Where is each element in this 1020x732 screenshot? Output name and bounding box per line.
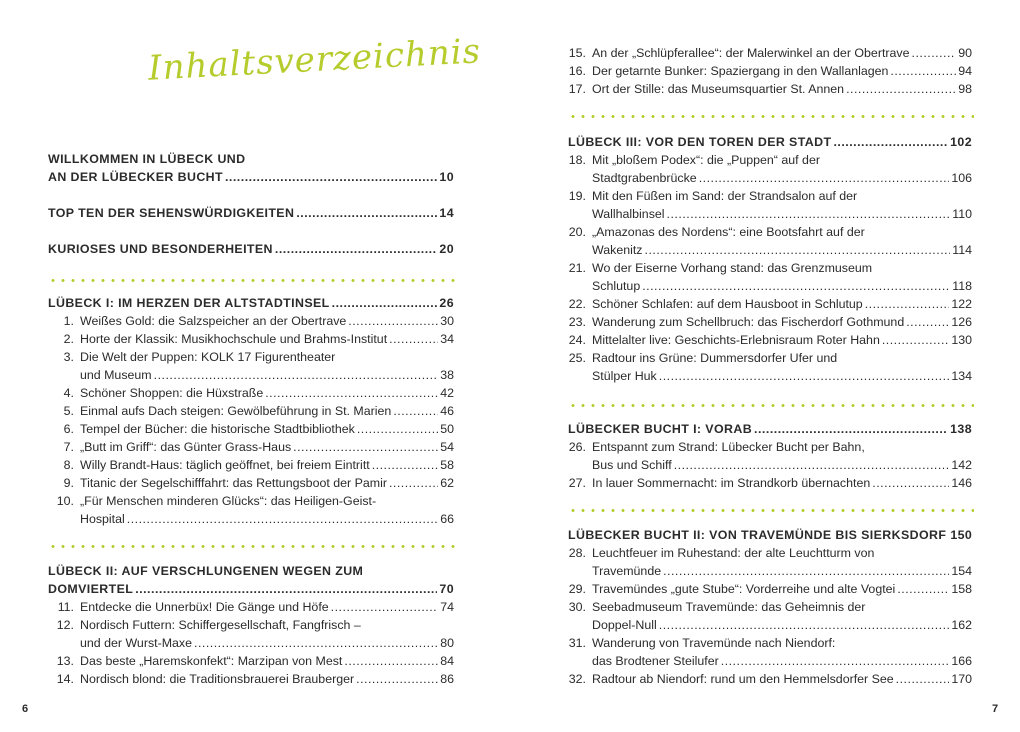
toc-item-8[interactable]: 8. Willy Brandt-Haus: täglich geöffnet, bei freiem Eintritt ..... 58 [48,456,454,474]
toc-item-32[interactable]: 32. Radtour ab Niendorf: rund um den Hemmelsdorfer See ..... 170 [560,670,972,688]
toc-item-26[interactable]: Bus und Schiff ..... 142 [560,456,972,474]
toc-item-27[interactable]: 27. In lauer Sommernacht: im Strandkorb übernachten ..... 146 [560,474,972,492]
toc-item-14[interactable]: 14. Nordisch blond: die Traditionsbrauerei Brauberger ..... 86 [48,670,454,688]
toc-item-21-line1: 21. Wo der Eiserne Vorhang stand: das Grenzmuseum [568,261,873,275]
toc-title: Inhaltsverzeichnis [147,31,482,89]
page-number: 20 [439,242,454,256]
section-divider [568,404,974,407]
toc-item-18[interactable]: Stadtgrabenbrücke ..... 106 [560,169,972,187]
toc-intro-1-line1: WILLKOMMEN IN LÜBECK UND [48,152,246,166]
toc-item-11[interactable]: 11. Entdecke die Unnerbüx! Die Gänge und Höfe ..... 74 [48,598,454,616]
right-page [510,0,1020,732]
toc-item-25-line1: 25. Radtour ins Grüne: Dummersdorfer Ufer und [568,351,838,365]
section-divider [48,279,458,282]
toc-item-26-line1: 26. Entspannt zum Strand: Lübecker Bucht per Bahn, [568,440,865,454]
toc-item-30[interactable]: Doppel-Null ..... 162 [560,616,972,634]
toc-item-30-line1: 30. Seebadmuseum Travemünde: das Geheimnis der [568,600,866,614]
toc-item-19[interactable]: Wallhalbinsel ..... 110 [560,205,972,223]
toc-item-7[interactable]: 7. „Butt im Griff“: das Günter Grass-Haus ..... 54 [48,438,454,456]
toc-item-28-line1: 28. Leuchtfeuer im Ruhestand: der alte Leuchtturm von [568,546,875,560]
section-divider [568,115,974,118]
toc-item-3-line1: 3. Die Welt der Puppen: KOLK 17 Figurentheater [63,350,336,364]
toc-section-luebeck-1[interactable]: LÜBECK I: IM HERZEN DER ALTSTADTINSEL ..... 26 [48,294,454,312]
section-divider [48,545,458,548]
toc-item-31-line1: 31. Wanderung von Travemünde nach Niendorf: [568,636,836,650]
toc-item-12-line1: 12. Nordisch Futtern: Schiffergesellschaft, Fangfrisch – [56,618,361,632]
toc-item-25[interactable]: Stülper Huk ..... 134 [560,367,972,385]
toc-intro-2[interactable]: TOP TEN DER SEHENSWÜRDIGKEITEN ..... 14 [48,204,454,222]
page-number: 14 [439,206,454,220]
toc-item-17[interactable]: 17. Ort der Stille: das Museumsquartier St. Annen ..... 98 [560,80,972,98]
toc-item-21[interactable]: Schlutup ..... 118 [560,277,972,295]
toc-item-22[interactable]: 22. Schöner Schlafen: auf dem Hausboot in Schlutup ..... 122 [560,295,972,313]
toc-item-20-line1: 20. „Amazonas des Nordens“: eine Bootsfahrt auf der [568,225,865,239]
toc-item-2[interactable]: 2. Horte der Klassik: Musikhochschule und Brahms-Institut ..... 34 [48,330,454,348]
page-number: 10 [439,170,454,184]
toc-item-10[interactable]: Hospital ..... 66 [48,510,454,528]
toc-intro-3[interactable]: KURIOSES UND BESONDERHEITEN ..... 20 [48,240,454,258]
toc-item-1[interactable]: 1. Weißes Gold: die Salzspeicher an der Obertrave ..... 30 [48,312,454,330]
toc-section-luebeck-2-line1: LÜBECK II: AUF VERSCHLUNGENEN WEGEN ZUM [48,564,364,578]
toc-item-6[interactable]: 6. Tempel der Bücher: die historische Stadtbibliothek ..... 50 [48,420,454,438]
toc-item-23[interactable]: 23. Wanderung zum Schellbruch: das Fischerdorf Gothmund ..... 126 [560,313,972,331]
toc-item-16[interactable]: 16. Der getarnte Bunker: Spaziergang in den Wallanlagen ..... 94 [560,62,972,80]
toc-item-18-line1: 18. Mit „bloßem Podex“: die „Puppen“ auf der [568,153,820,167]
toc-item-13[interactable]: 13. Das beste „Haremskonfekt“: Marzipan von Mest ..... 84 [48,652,454,670]
page-number: 26 [439,296,454,310]
toc-item-29[interactable]: 29. Travemündes „gute Stube“: Vorderreihe und alte Vogtei ..... 158 [560,580,972,598]
toc-item-9[interactable]: 9. Titanic der Segelschifffahrt: das Rettungsboot der Pamir ..... 62 [48,474,454,492]
toc-section-bucht-2[interactable]: LÜBECKER BUCHT II: VON TRAVEMÜNDE BIS SIERKSDORF 150 [568,528,973,542]
toc-item-19-line1: 19. Mit den Füßen im Sand: der Strandsalon auf der [568,189,858,203]
toc-item-5[interactable]: 5. Einmal aufs Dach steigen: Gewölbeführung in St. Marien ..... 46 [48,402,454,420]
section-divider [568,509,974,512]
toc-item-15[interactable]: 15. An der „Schlüpferallee“: der Malerwinkel an der Obertrave ..... 90 [560,44,972,62]
toc-section-bucht-1[interactable]: LÜBECKER BUCHT I: VORAB ..... 138 [568,420,972,438]
toc-item-12[interactable]: und der Wurst-Maxe ..... 80 [48,634,454,652]
toc-item-4[interactable]: 4. Schöner Shoppen: die Hüxstraße ..... 42 [48,384,454,402]
toc-section-luebeck-3[interactable]: LÜBECK III: VOR DEN TOREN DER STADT ..... 102 [568,133,972,151]
toc-item-20[interactable]: Wakenitz ..... 114 [560,241,972,259]
page-folio-left: 6 [22,703,29,715]
toc-intro-1[interactable]: AN DER LÜBECKER BUCHT ..... 10 [48,168,454,186]
toc-item-31[interactable]: das Brodtener Steilufer ..... 166 [560,652,972,670]
toc-item-3[interactable]: und Museum ..... 38 [48,366,454,384]
page-folio-right: 7 [992,703,999,715]
toc-item-24[interactable]: 24. Mittelalter live: Geschichts-Erlebnisraum Roter Hahn ..... 130 [560,331,972,349]
toc-section-luebeck-2[interactable]: DOMVIERTEL ..... 70 [48,580,454,598]
toc-item-28[interactable]: Travemünde ..... 154 [560,562,972,580]
toc-item-10-line1: 10. „Für Menschen minderen Glücks“: das Heiligen-Geist- [56,494,377,508]
